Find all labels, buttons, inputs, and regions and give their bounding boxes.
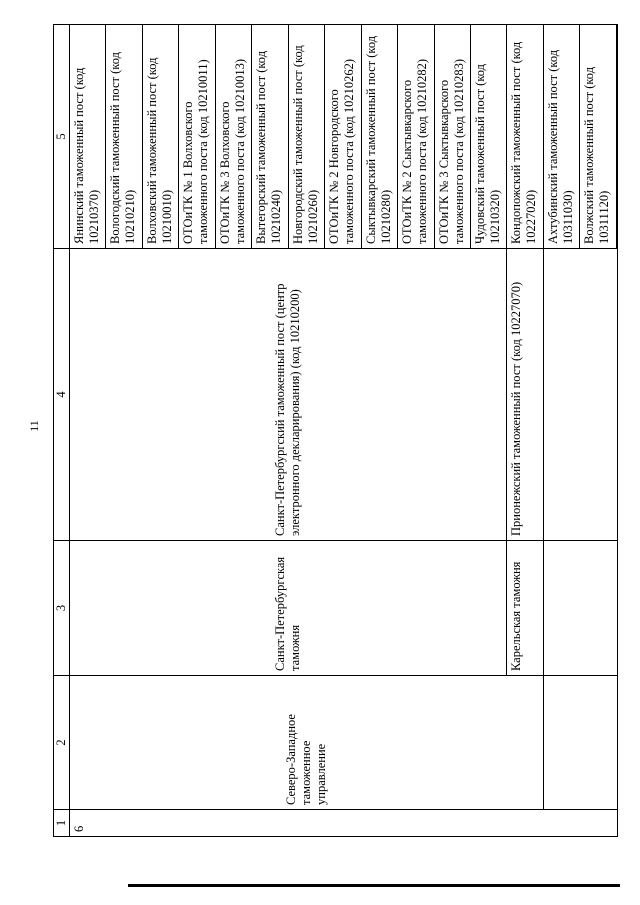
subpost-cell: Волжский таможенный пост (код 10311120): [580, 25, 617, 249]
customs-cell: Санкт-Петербургская таможня: [70, 541, 507, 676]
subpost-cell: ОТОиТК № 3 Сыктывкарского таможенного поста (код 10210283): [434, 25, 470, 249]
subpost-cell: ОТОиТК № 1 Волховского таможенного поста (код 10210011): [179, 25, 215, 249]
header-row: [54, 25, 70, 837]
subpost-cell: Чудовский таможенный пост (код 10210320): [470, 25, 506, 249]
customs-posts-table: [53, 24, 618, 837]
subpost-cell: Кондопожский таможенный пост (код 10227020): [507, 25, 543, 249]
subpost-cell: Новгородский таможенный пост (код 10210260): [288, 25, 324, 249]
subpost-cell: Вытегорский таможенный пост (код 10210240): [252, 25, 288, 249]
subpost-cell: Сыктывкарский таможенный пост (код 10210280): [361, 25, 397, 249]
table-row: [543, 25, 579, 837]
subpost-cell: ОТОиТК № 2 Новгородского таможенного поста (код 10210262): [325, 25, 361, 249]
subpost-cell: Вологодский таможенный пост (код 10210210): [106, 25, 142, 249]
customs-cell: Карельская таможня: [507, 541, 543, 676]
post-cell: Прионежский таможенный пост (код 10227070): [507, 249, 543, 541]
column-header: 4: [54, 249, 70, 541]
empty-cell: [617, 25, 618, 249]
column-header: 2: [54, 676, 70, 810]
column-header: 3: [54, 541, 70, 676]
table-row: [70, 25, 106, 837]
subpost-cell: ОТОиТК № 3 Волховского таможенного поста (код 10210013): [215, 25, 251, 249]
subpost-cell: Ахтубинский таможенный пост (код 10311030): [543, 25, 579, 249]
rotated-table-container: [53, 25, 618, 837]
subpost-cell: Янинский таможенный пост (код 10210370): [70, 25, 106, 249]
column-header: 1: [54, 810, 70, 837]
post-cell: Санкт-Петербургский таможенный пост (центр электронного декларирования) (код 10210200): [70, 249, 507, 541]
empty-cell: [543, 249, 617, 541]
empty-cell: [543, 676, 617, 810]
department-cell: Северо-Западное таможенное управление: [70, 676, 544, 810]
column-header: 5: [54, 25, 70, 249]
row-number-cell: 6: [70, 810, 618, 837]
page-number: 11: [27, 420, 41, 432]
bottom-rule: [128, 884, 620, 887]
empty-cell: [543, 541, 617, 676]
subpost-cell: ОТОиТК № 2 Сыктывкарского таможенного поста (код 10210282): [398, 25, 434, 249]
subpost-cell: Волховский таможенный пост (код 10210010): [142, 25, 178, 249]
